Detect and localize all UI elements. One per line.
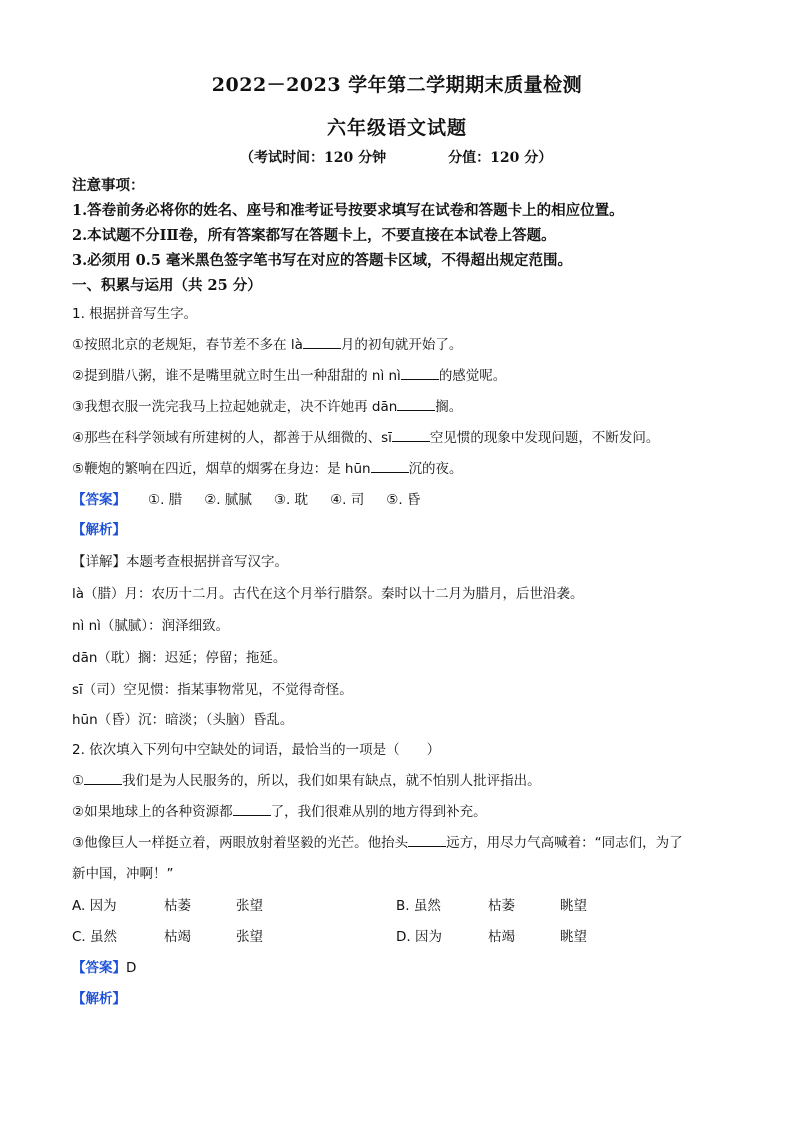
fill-blank <box>303 336 341 349</box>
fill-blank <box>408 834 446 847</box>
question-2-item-continuation: 新中国，冲啊！” <box>72 866 174 882</box>
notice-heading: 注意事项： <box>72 177 145 194</box>
explanation-line: dān（耽）搁：迟延；停留；拖延。 <box>72 650 287 666</box>
notice-item: 1.答卷前务必将你的姓名、座号和准考证号按要求填写在试卷和答题卡上的相应位置。 <box>72 202 624 219</box>
question-1-item: ②提到腊八粥，谁不是嘴里就立时生出一种甜甜的 nì nì 的感觉呢。 <box>72 368 507 384</box>
question-2-item: ②如果地球上的各种资源都 了，我们很难从别的地方得到补充。 <box>72 804 487 820</box>
exam-subtitle: 六年级语文试题 <box>326 117 467 139</box>
fill-blank <box>397 398 435 411</box>
exam-score: 分值：120 分） <box>448 150 553 166</box>
explanation-line: sī（司）空见惯：指某事物常见，不觉得奇怪。 <box>72 682 353 698</box>
option-b: B. 虽然 枯萎 眺望 <box>396 898 587 914</box>
explanation-line: hūn（昏）沉：暗淡；（头脑）昏乱。 <box>72 712 294 728</box>
explanation-line: nì nì（腻腻）：润泽细致。 <box>72 618 230 634</box>
fill-blank <box>392 429 430 442</box>
question-1-item: ①按照北京的老规矩，春节差不多在 là 月的初旬就开始了。 <box>72 337 463 353</box>
question-2-stem: 2. 依次填入下列句中空缺处的词语，最恰当的一项是（ ） <box>72 742 441 758</box>
analysis-label: 【解析】 <box>72 522 126 538</box>
question-1-item: ③我想衣服一洗完我马上拉起她就走，决不许她再 dān 搁。 <box>72 399 463 415</box>
explanation-line: là（腊）月：农历十二月。古代在这个月举行腊祭。秦时以十二月为腊月，后世沿袭。 <box>72 586 584 602</box>
question-1-item: ⑤鞭炮的繁响在四近，烟草的烟雾在身边：是 hūn 沉的夜。 <box>72 461 463 477</box>
exam-meta <box>240 147 552 167</box>
fill-blank <box>84 772 122 785</box>
question-1-stem: 1. 根据拼音写生字。 <box>72 306 198 322</box>
detail-row: 【详解】本题考查根据拼音写汉字。 <box>72 554 288 570</box>
option-c: C. 虽然 枯竭 张望 <box>72 929 263 945</box>
option-a: A. 因为 枯萎 张望 <box>72 898 263 914</box>
answer-label: 【答案】 <box>72 960 126 976</box>
notice-item: 3.必须用 0.5 毫米黑色签字笔书写在对应的答题卡区域，不得超出规定范围。 <box>72 252 572 269</box>
exam-time: （考试时间：120 分钟 <box>240 150 387 166</box>
fill-blank <box>371 460 409 473</box>
answer-row <box>72 956 136 976</box>
exam-title: 2022－2023 学年第二学期期末质量检测 <box>211 74 583 96</box>
question-1-item: ④那些在科学领域有所建树的人，都善于从细微的、sī 空见惯的现象中发现问题，不断发问。 <box>72 430 660 446</box>
answer-label: 【答案】 <box>72 492 126 508</box>
fill-blank <box>233 803 271 816</box>
option-d: D. 因为 枯竭 眺望 <box>396 929 587 945</box>
question-2-item: ① 我们是为人民服务的，所以，我们如果有缺点，就不怕别人批评指出。 <box>72 773 541 789</box>
analysis-label: 【解析】 <box>72 991 126 1007</box>
answer-value: D <box>126 960 137 976</box>
section-heading: 一、积累与运用（共 25 分） <box>72 277 262 294</box>
detail-label: 【详解】 <box>72 554 126 570</box>
notice-item: 2.本试题不分ⅠⅡ卷，所有答案都写在答题卡上，不要直接在本试卷上答题。 <box>72 227 556 244</box>
question-2-item: ③他像巨人一样挺立着，两眼放射着坚毅的光芒。他抬头 远方，用尽力气高喊着：“同志们，为了 <box>72 835 683 851</box>
fill-blank <box>401 367 439 380</box>
answer-row: 【答案】 ①. 腊 ②. 腻腻 ③. 耽 ④. 司 ⑤. 昏 <box>72 492 421 508</box>
